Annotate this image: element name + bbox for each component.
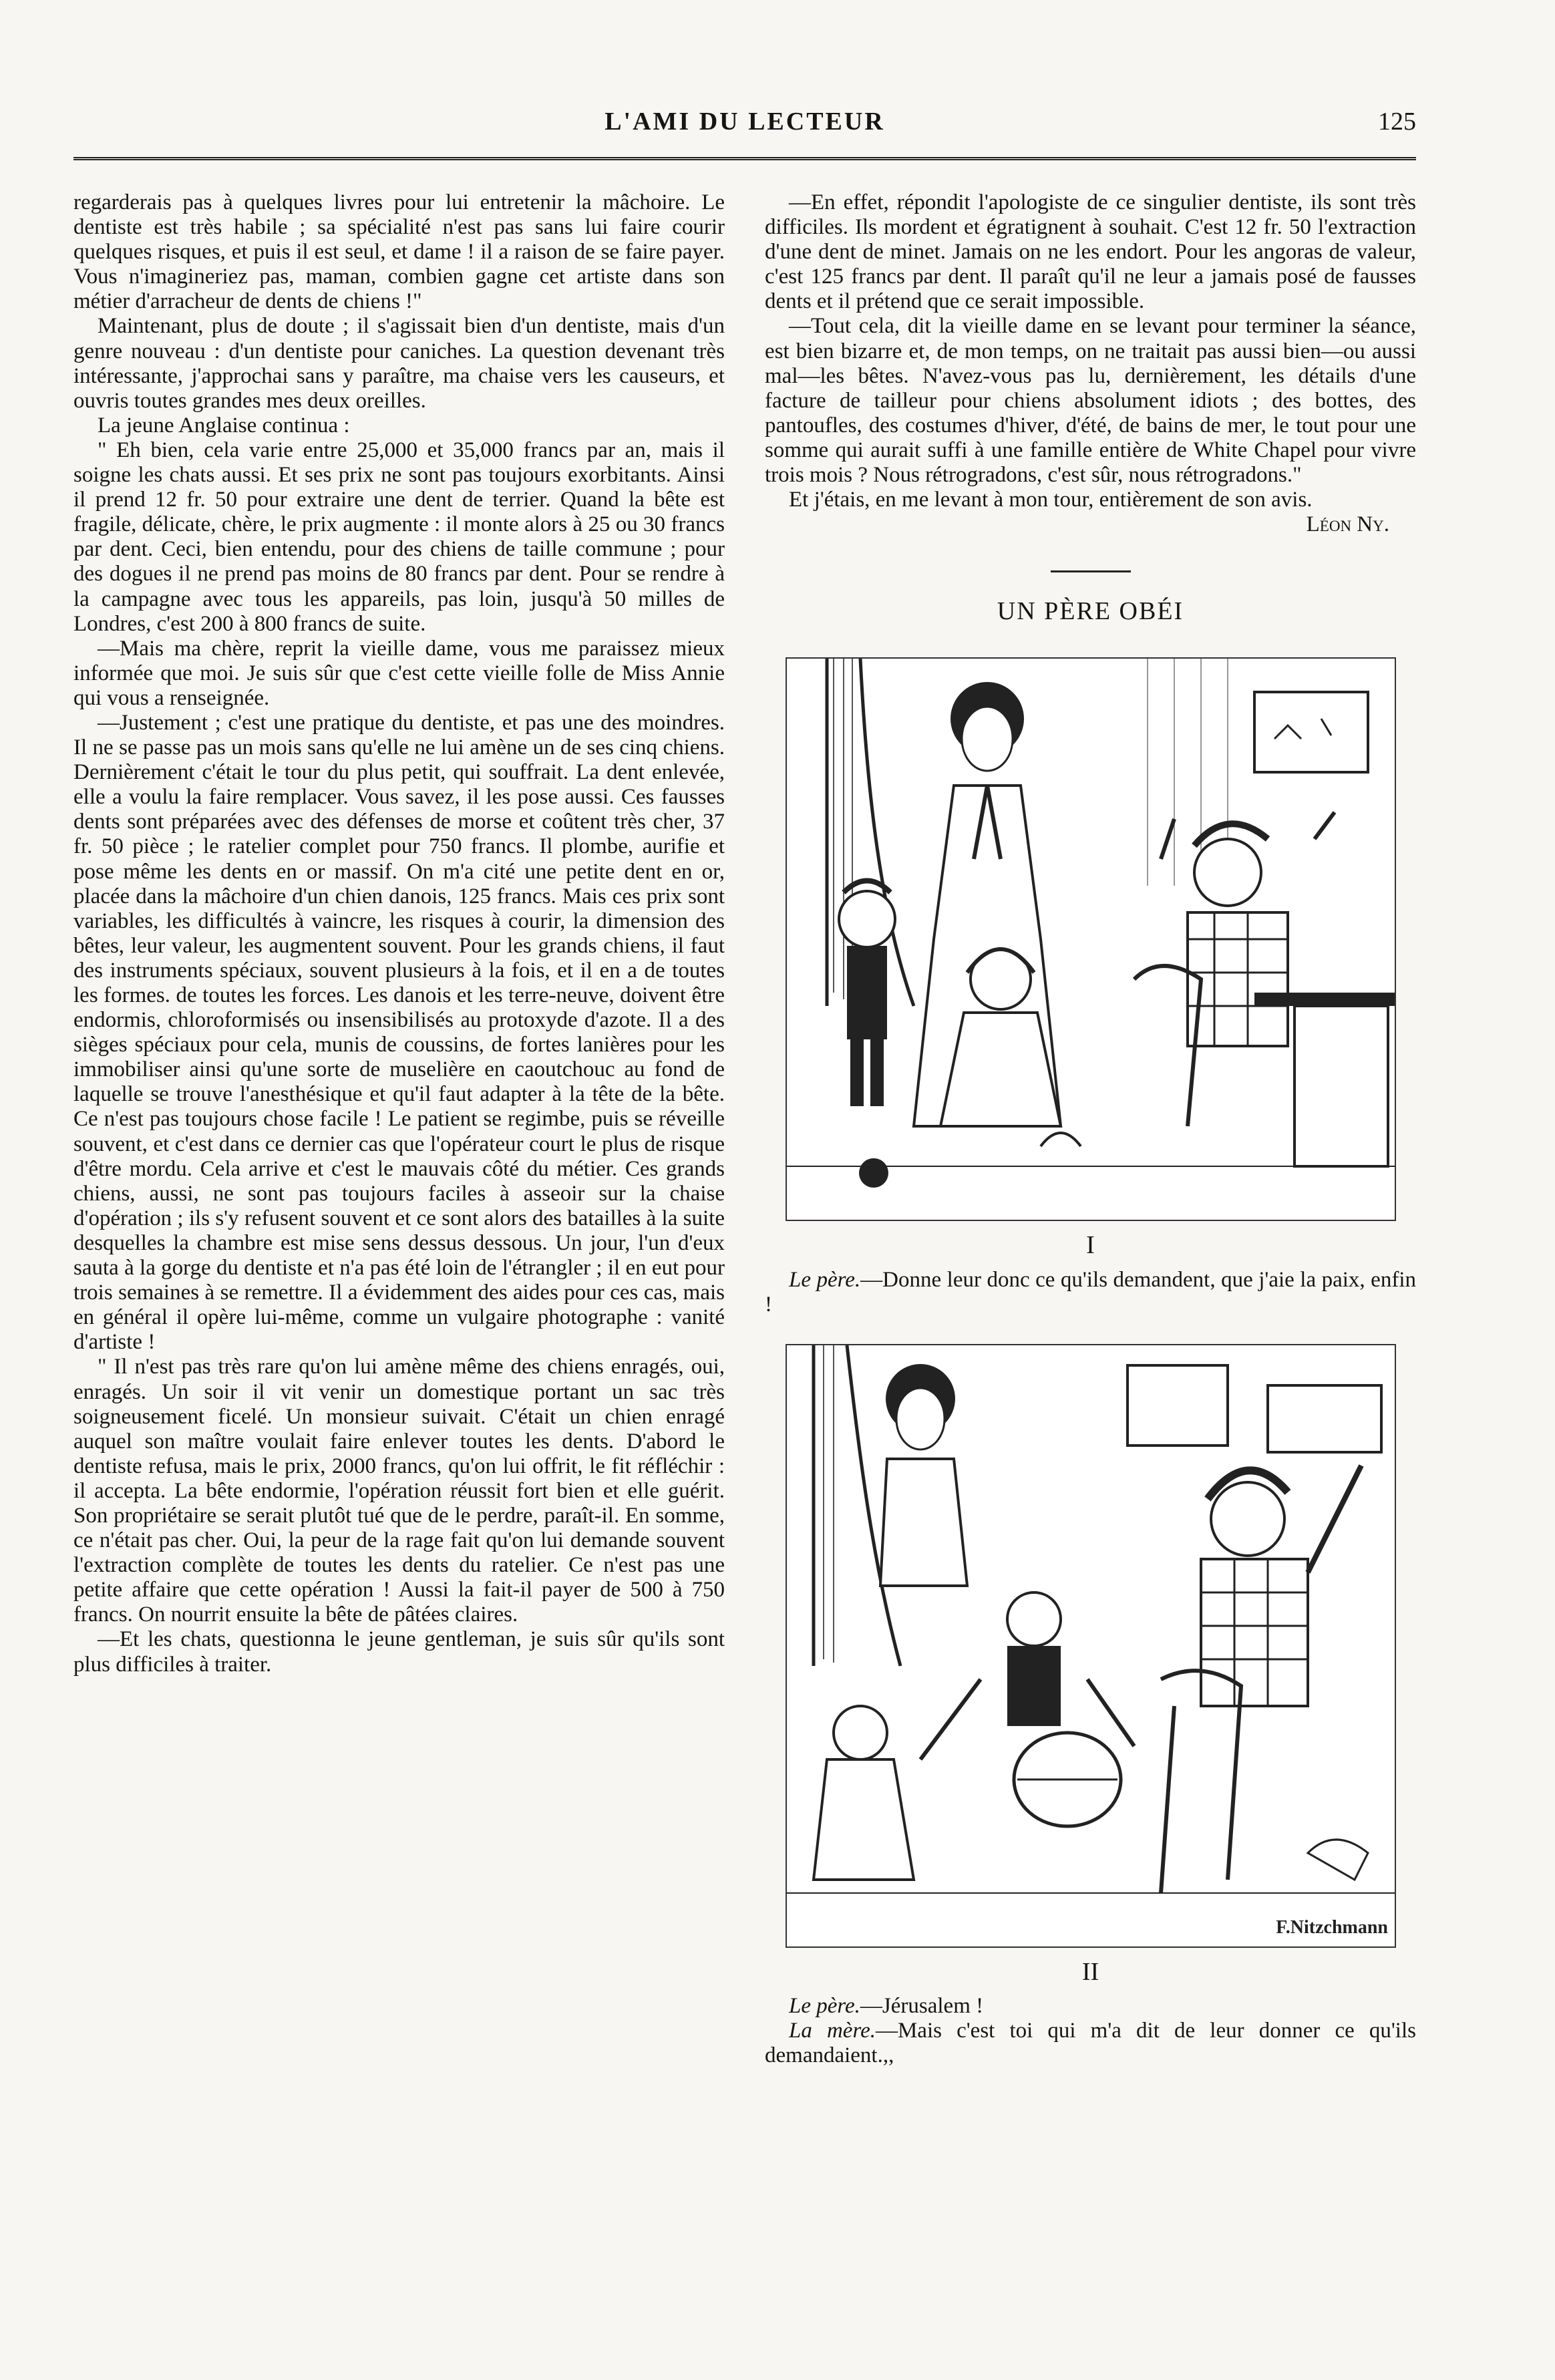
section-title: UN PÈRE OBÉI bbox=[997, 597, 1184, 626]
paragraph: —Et les chats, questionna le jeune gentleman, je suis sûr qu'ils sont plus difficiles à traiter. bbox=[73, 1627, 725, 1677]
paragraph: —Justement ; c'est une pratique du dentiste, et pas une des moindres. Il ne se passe pas un mois sans qu'elle ne lui amène un de ses cinq chiens. Dernièrement c'était le tour du plus petit, qui souffrait. La dent enlevée, elle a voulu la faire remplacer. Vous savez, il les pose aussi. Ces fausses dents sont préparées avec des défenses de morse et coûtent très cher, 37 fr. 50 pièce ; le ratelier complet pour 750 francs. Il plombe, aurifie et pose même les dents en or massif. On m'a cité une petite dent en or, placée dans la mâchoire d'un chien danois, 125 francs. Mais ces prix sont variables, les difficultés à vaincre, les risques à courir, la dimension des bêtes, leur valeur, les augmentent souvent. Pour les grands chiens, il faut des instruments spéciaux, souvent plusieurs à la fois, et il en a de toutes les formes. de toutes les forces. Les danois et les terre-neuve, doivent être endormis, chloroformisés ou insensibilisés au protoxyde d'azote. Il a des sièges spéciaux pour cela, munis de coussins, de fortes lanières pour les immobiliser ainsi qu'une sorte de muselière en caoutchouc au fond de laquelle se trouve l'anesthésique et qu'il faut adapter à la tête de la bête. Ce n'est pas toujours chose facile ! Le patient se regimbe, puis se réveille souvent, et c'est dans ce dernier cas que l'opérateur court le plus de risque d'être mordu. Cela arrive et c'est le mauvais côté du métier. Ces grands chiens, aussi, ne sont pas toujours faciles à asseoir sur la chaise d'opération ; ils s'y refusent souvent et ce sont alors des batailles à la suite desquelles la chambre est mise sens dessus dessous. Un jour, l'un d'eux sauta à la gorge du dentiste et n'a pas été loin de l'étrangler ; il en eut pour trois semaines à se remettre. Il a évidemment des aides pour ces cas, mais en général il opère lui-même, comme un vulgaire photographe : vanité d'artiste ! bbox=[73, 710, 725, 1355]
panel-2-numeral: II bbox=[1081, 1957, 1099, 1986]
paragraph: Et j'étais, en me levant à mon tour, entièrement de son avis. bbox=[789, 488, 1313, 512]
panel-1-speaker: Le père. bbox=[789, 1267, 861, 1292]
paragraph: " Il n'est pas très rare qu'on lui amène même des chiens enragés, oui, enragés. Un soir il vit venir un domestique portant un sac très soigneusement ficelé. Un monsieur suivait. C'était un chien enragé auquel son maître voulait faire enlever toutes les dents. D'abord le dentiste refusa, mais le prix, 2000 francs, qu'on lui offrit, le fit réfléchir : il accepta. La bête endormie, l'opération réussit fort bien et elle guérit. Son propriétaire se serait plutôt tué que de le perdre, paraît-il. En somme, ce n'était pas cher. Oui, la peur de la rage fait qu'on lui demande souvent l'extraction complète de toutes les dents du ratelier. Ce n'est pas une petite affaire que cette opération ! Aussi la fait-il payer de 500 à 750 francs. On nourrit ensuite la bête de pâtées claires. bbox=[73, 1355, 725, 1627]
panel-2-text-1: —Jérusalem ! bbox=[860, 1993, 984, 2018]
paragraph: —En effet, répondit l'apologiste de ce singulier dentiste, ils sont très difficiles. Ils mordent et égratignent à souhait. C'est 12 fr. 50 l'extraction d'une dent de minet. Jamais on ne les endort. Pour les angoras de valeur, c'est 125 francs par dent. Il paraît qu'il ne leur a jamais posé de fausses dents et il prétend que ce serait impossible. bbox=[765, 190, 1416, 314]
running-head bbox=[73, 100, 1416, 140]
right-column bbox=[765, 190, 1416, 2068]
panel-2-text-2: —Mais c'est toi qui m'a dit de leur donner ce qu'ils demandaient.,, bbox=[765, 2018, 1416, 2067]
panel-2-artist-signature: F.Nitzchmann bbox=[1275, 1916, 1388, 1938]
paragraph: La jeune Anglaise continua : bbox=[98, 413, 350, 438]
journal-title: L'AMI DU LECTEUR bbox=[604, 108, 885, 136]
header-rule bbox=[73, 157, 1416, 160]
panel-2-speaker-2: La mère. bbox=[789, 2018, 876, 2043]
panel-2-caption-line-2 bbox=[765, 2019, 1416, 2068]
panel-1-caption bbox=[765, 1268, 1416, 1317]
page-number: 125 bbox=[1378, 108, 1416, 136]
panel-1-numeral: I bbox=[1086, 1231, 1095, 1260]
panel-2-caption-line-1 bbox=[765, 1994, 1416, 2019]
paragraph: —Tout cela, dit la vieille dame en se levant pour terminer la séance, est bien bizarre et, de mon temps, on ne traitait pas aussi bien—ou aussi mal—les bêtes. N'avez-vous pas lu, dernièrement, les détails d'une facture de tailleur pour chiens absolument idiots ; des bottes, des pantoufles, des costumes d'hiver, d'été, de bains de mer, le tout pour une somme qui aurait suffi à une famille entière de White Chapel pour vivre trois mois ? Nous rétrogradons, c'est sûr, nous rétrogradons." bbox=[765, 314, 1416, 488]
panel-1-text: —Donne leur donc ce qu'ils demandent, que j'aie la paix, enfin ! bbox=[765, 1267, 1416, 1317]
section-divider bbox=[1051, 570, 1131, 572]
paragraph: regarderais pas à quelques livres pour lui entretenir la mâchoire. Le dentiste est très habile ; sa spécialité n'est pas sans lui faire courir quelques risques, et puis il est seul, et dame ! il a raison de se faire payer. Vous n'imagineriez pas, maman, combien gagne cet artiste dans son métier d'arracheur de dents de chiens !" bbox=[73, 190, 725, 314]
paragraph: " Eh bien, cela varie entre 25,000 et 35,000 francs par an, mais il soigne les chats aussi. Et ses prix ne sont pas toujours exorbitants. Ainsi il prend 12 fr. 50 pour extraire une dent de terrier. Quand la bête est fragile, délicate, chère, le prix augmente : il monte alors à 25 ou 30 francs par dent. Ceci, bien entendu, pour des chiens de taille commune ; pour des dogues il ne prend pas moins de 80 francs par dent. Pour se rendre à la campagne avec tous les appareils, pas loin, jusqu'à 50 milles de Londres, c'est 200 à 800 francs de suite. bbox=[73, 438, 725, 636]
paragraph: Maintenant, plus de doute ; il s'agissait bien d'un dentiste, mais d'un genre nouveau : d'un dentiste pour caniches. La question devenant très intéressante, j'approchai sans y paraître, ma chaise vers les causeurs, et ouvris toutes grandes mes deux oreilles. bbox=[73, 314, 725, 413]
cartoon-panel-1 bbox=[786, 657, 1396, 1221]
cartoon-panel-2 bbox=[786, 1344, 1396, 1948]
paragraph: —Mais ma chère, reprit la vieille dame, vous me paraissez mieux informée que moi. Je suis sûr que c'est cette vieille folle de Miss Annie qui vous a renseignée. bbox=[73, 636, 725, 710]
left-column bbox=[73, 190, 725, 1677]
panel-2-speaker-1: Le père. bbox=[789, 1993, 860, 2018]
author-signature: Léon Ny. bbox=[1306, 512, 1389, 537]
